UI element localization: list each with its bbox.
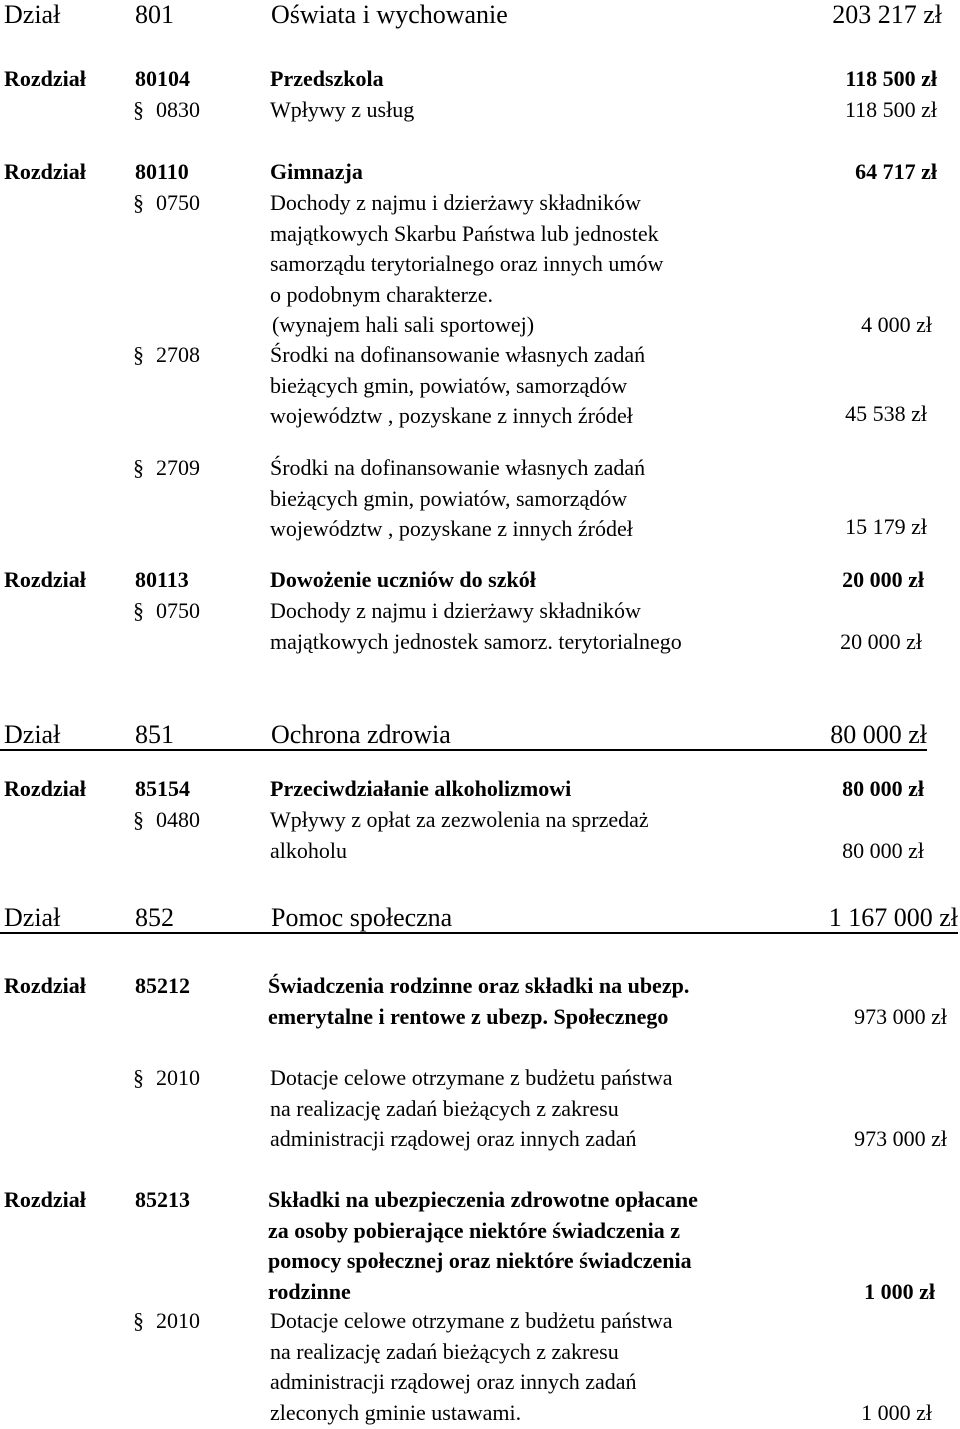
paragraph-code: 0750 xyxy=(156,190,200,215)
dzial-title: Oświata i wychowanie xyxy=(271,0,508,29)
rozdzial-code: 85212 xyxy=(135,973,190,998)
paragraph-text-line: (wynajem hali sali sportowej) xyxy=(272,312,535,337)
paragraph-symbol: § xyxy=(133,807,144,832)
paragraph-symbol: § xyxy=(133,455,144,480)
amount: 80 000 zł xyxy=(830,720,927,749)
rozdzial-label: Rozdział xyxy=(4,1187,86,1212)
paragraph-code: 0830 xyxy=(156,97,200,122)
dzial-title: Ochrona zdrowia xyxy=(271,720,451,749)
amount: 45 538 zł xyxy=(845,401,927,426)
amount: 973 000 zł xyxy=(854,1126,947,1151)
amount: 203 217 zł xyxy=(832,0,942,29)
amount: 973 000 zł xyxy=(854,1003,947,1029)
dzial-label: Dział xyxy=(4,903,61,932)
section-underline xyxy=(0,932,958,934)
rozdzial-label: Rozdział xyxy=(4,776,86,801)
paragraph-text-line: bieżących gmin, powiatów, samorządów xyxy=(270,372,628,398)
paragraph-text-line: województw , pozyskane z innych źródeł xyxy=(270,403,633,428)
paragraph-text-line: Dotacje celowe otrzymane z budżetu państwa xyxy=(270,1065,673,1090)
paragraph-text-line: administracji rządowej oraz innych zadań xyxy=(270,1369,637,1394)
paragraph-symbol: § xyxy=(133,1065,144,1090)
rozdzial-code: 80113 xyxy=(135,567,189,592)
rozdzial-code: 85213 xyxy=(135,1187,190,1212)
rozdzial-title: Dowożenie uczniów do szkół xyxy=(270,567,536,592)
dzial-code: 801 xyxy=(135,0,174,29)
paragraph-text-line: Wpływy z opłat za zezwolenia na sprzedaż xyxy=(270,807,649,832)
dzial-code: 852 xyxy=(135,903,174,932)
paragraph-text-line: administracji rządowej oraz innych zadań xyxy=(270,1126,637,1151)
paragraph-text-line: majątkowych jednostek samorz. terytorialnego xyxy=(270,628,682,654)
paragraph-text-line: Dotacje celowe otrzymane z budżetu państwa xyxy=(270,1308,673,1333)
amount: 15 179 zł xyxy=(845,514,927,539)
rozdzial-label: Rozdział xyxy=(4,973,86,998)
rozdzial-title: Przedszkola xyxy=(270,66,384,91)
paragraph-symbol: § xyxy=(133,190,144,215)
rozdzial-title-line: emerytalne i rentowe z ubezp. Społecznego xyxy=(268,1003,669,1029)
rozdzial-title-line: za osoby pobierające niektóre świadczenia z xyxy=(268,1217,681,1243)
paragraph-code: 0480 xyxy=(156,807,200,832)
amount: 80 000 zł xyxy=(842,776,924,801)
amount: 20 000 zł xyxy=(840,628,922,654)
rozdzial-title-line: rodzinne xyxy=(268,1278,351,1304)
rozdzial-title: Przeciwdziałanie alkoholizmowi xyxy=(270,776,572,801)
paragraph-code: 2709 xyxy=(156,455,200,480)
rozdzial-title-line: pomocy społecznej oraz niektóre świadczenia xyxy=(268,1248,692,1273)
paragraph-text-line: Dochody z najmu i dzierżawy składników xyxy=(270,598,641,623)
amount: 118 500 zł xyxy=(845,66,937,91)
paragraph-text-line: województw , pozyskane z innych źródeł xyxy=(270,516,633,541)
paragraph-symbol: § xyxy=(133,342,144,367)
paragraph-code: 2010 xyxy=(156,1065,200,1090)
rozdzial-title-line: Składki na ubezpieczenia zdrowotne opłacane xyxy=(268,1187,698,1212)
paragraph-text-line: Dochody z najmu i dzierżawy składników xyxy=(270,190,641,215)
paragraph-code: 0750 xyxy=(156,598,200,623)
paragraph-symbol: § xyxy=(133,97,144,122)
rozdzial-code: 85154 xyxy=(135,776,190,801)
paragraph-text-line: majątkowych Skarbu Państwa lub jednostek xyxy=(270,220,659,246)
amount: 1 167 000 zł xyxy=(828,903,958,932)
paragraph-text-line: Środki na dofinansowanie własnych zadań xyxy=(270,455,646,480)
section-underline xyxy=(0,749,927,751)
amount: 4 000 zł xyxy=(861,312,932,337)
rozdzial-label: Rozdział xyxy=(4,567,86,592)
dzial-label: Dział xyxy=(4,720,61,749)
amount: 1 000 zł xyxy=(861,1399,932,1425)
paragraph-symbol: § xyxy=(133,1308,144,1333)
paragraph-text-line: Środki na dofinansowanie własnych zadań xyxy=(270,342,646,367)
rozdzial-label: Rozdział xyxy=(4,66,86,91)
dzial-label: Dział xyxy=(4,0,61,29)
rozdzial-title-line: Świadczenia rodzinne oraz składki na ubezp. xyxy=(268,973,690,998)
rozdzial-label: Rozdział xyxy=(4,159,86,184)
amount: 64 717 zł xyxy=(855,159,937,184)
amount: 118 500 zł xyxy=(844,97,937,122)
paragraph-text-line: na realizację zadań bieżących z zakresu xyxy=(270,1095,619,1121)
paragraph-symbol: § xyxy=(133,598,144,623)
amount: 80 000 zł xyxy=(842,837,924,863)
amount: 20 000 zł xyxy=(842,567,924,592)
rozdzial-code: 80110 xyxy=(135,159,189,184)
paragraph-text-line: samorządu terytorialnego oraz innych umów xyxy=(270,251,664,276)
paragraph-text-line: o podobnym charakterze. xyxy=(270,281,493,307)
paragraph-text-line: zleconych gminie ustawami. xyxy=(270,1399,522,1425)
paragraph-text-line: alkoholu xyxy=(270,837,347,863)
paragraph-text-line: Wpływy z usług xyxy=(270,97,415,122)
paragraph-code: 2708 xyxy=(156,342,200,367)
rozdzial-code: 80104 xyxy=(135,66,190,91)
dzial-code: 851 xyxy=(135,720,174,749)
paragraph-code: 2010 xyxy=(156,1308,200,1333)
amount: 1 000 zł xyxy=(864,1278,935,1304)
dzial-title: Pomoc społeczna xyxy=(271,903,453,932)
rozdzial-title: Gimnazja xyxy=(270,159,363,184)
paragraph-text-line: na realizację zadań bieżących z zakresu xyxy=(270,1338,619,1364)
paragraph-text-line: bieżących gmin, powiatów, samorządów xyxy=(270,485,628,511)
